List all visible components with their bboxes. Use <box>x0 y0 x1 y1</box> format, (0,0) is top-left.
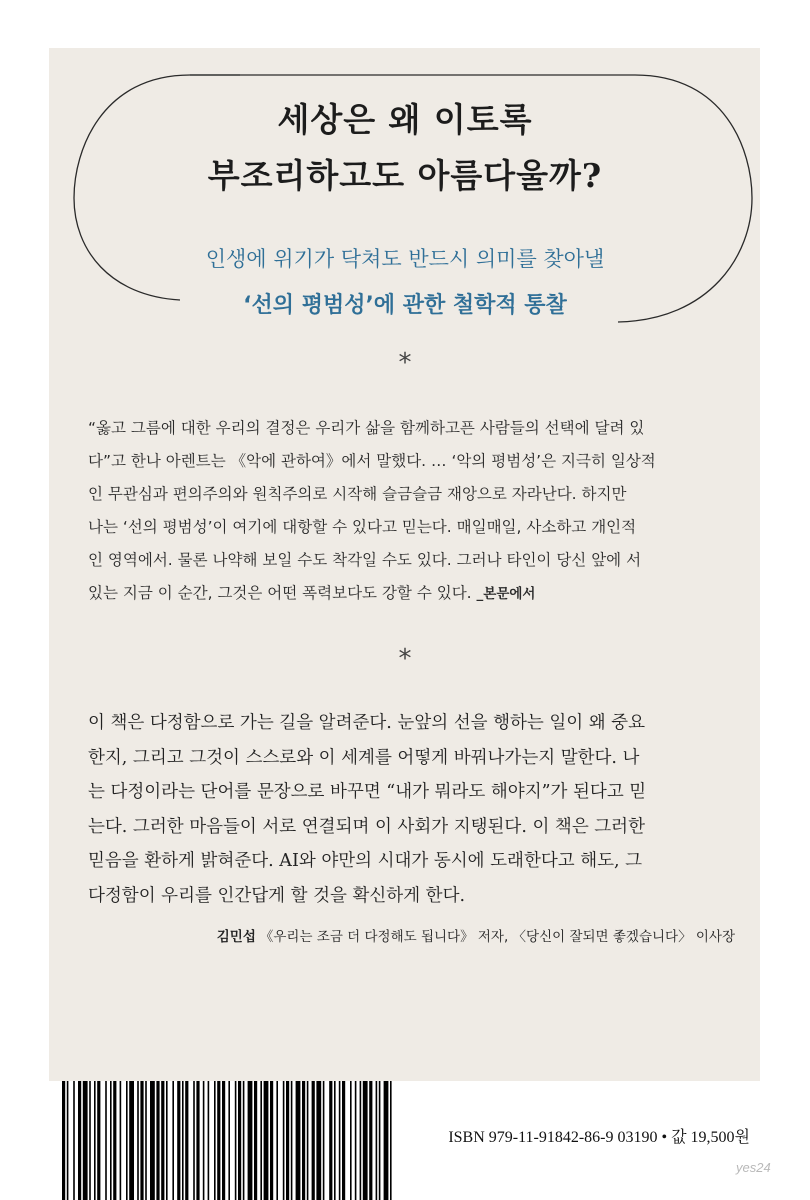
body-line: 한지, 그리고 그것이 스스로와 이 세계를 어떻게 바꿔나가는지 말한다. 나 <box>88 747 640 768</box>
barcode-bar <box>260 1081 262 1200</box>
barcode-bar <box>283 1081 285 1200</box>
barcode-bar <box>94 1081 96 1200</box>
barcode-bar <box>166 1081 168 1200</box>
quote-line-last <box>88 577 728 611</box>
barcode-bar <box>235 1081 237 1200</box>
barcode <box>62 1081 392 1200</box>
barcode-bar <box>62 1081 65 1200</box>
quote-line: 다”고 한나 아렌트는 《악에 관하여》에서 말했다. … ‘악의 평범성’은 지극히 일상적 <box>88 452 656 470</box>
barcode-bar <box>270 1081 273 1200</box>
isbn-price: ISBN 979-11-91842-86-9 03190 • 값 19,500원 <box>448 1129 750 1146</box>
asterisk-divider: * <box>398 644 412 674</box>
barcode-bar <box>185 1081 188 1200</box>
barcode-bar <box>363 1081 368 1200</box>
barcode-bar <box>350 1081 352 1200</box>
body-line: 이 책은 다정함으로 가는 길을 알려준다. 눈앞의 선을 행하는 일이 왜 중요 <box>88 713 645 733</box>
barcode-bar <box>193 1081 195 1200</box>
barcode-bar <box>145 1081 147 1200</box>
barcode-bar <box>97 1081 100 1200</box>
barcode-bar <box>369 1081 372 1200</box>
barcode-bar <box>140 1081 143 1200</box>
barcode-bar <box>126 1081 128 1200</box>
excerpt-quote <box>88 412 728 611</box>
barcode-bar <box>323 1081 325 1200</box>
barcode-bar <box>222 1081 225 1200</box>
barcode-bar <box>376 1081 378 1200</box>
barcode-bar <box>208 1081 210 1200</box>
barcode-bar <box>110 1081 112 1200</box>
barcode-bar <box>243 1081 245 1200</box>
barcode-bar <box>203 1081 205 1200</box>
body-line: 는 다정이라는 단어를 문장으로 바꾸면 “내가 뭐라도 해야지”가 된다고 믿 <box>88 782 647 802</box>
barcode-bar <box>379 1081 381 1200</box>
barcode-bar <box>156 1081 159 1200</box>
barcode-bar <box>390 1081 392 1200</box>
barcode-bar <box>89 1081 91 1200</box>
barcode-bar <box>137 1081 139 1200</box>
barcode-bar <box>177 1081 180 1200</box>
headline-line-2: 부조리하고도 아름다울까? <box>207 156 603 195</box>
barcode-bar <box>161 1081 164 1200</box>
subhead-line-1: 인생에 위기가 닥쳐도 반드시 의미를 찾아낼 <box>205 247 605 271</box>
quote-line: 인 영역에서. 물론 나약해 보일 수도 착각일 수도 있다. 그러나 타인이 당신 앞에 서 <box>88 551 642 569</box>
barcode-bar <box>217 1081 220 1200</box>
body-line: 다정함이 우리를 인간답게 할 것을 확신하게 한다. <box>88 885 466 906</box>
barcode-bar <box>73 1081 75 1200</box>
barcode-bar <box>329 1081 332 1200</box>
barcode-bar <box>334 1081 336 1200</box>
barcode-bar <box>214 1081 216 1200</box>
quote-line: 인 무관심과 편의주의와 원칙주의로 시작해 슬금슬금 재앙으로 자라난다. 하지만 <box>88 485 627 503</box>
endorsement-body <box>88 706 728 913</box>
barcode-bar <box>83 1081 88 1200</box>
barcode-bar <box>384 1081 389 1200</box>
barcode-bar <box>238 1081 241 1200</box>
body-line: 는다. 그러한 마음들이 서로 연결되며 이 사회가 지탱된다. 이 책은 그러한 <box>88 816 645 837</box>
barcode-bar <box>254 1081 257 1200</box>
barcode-bar <box>360 1081 362 1200</box>
barcode-bar <box>172 1081 174 1200</box>
watermark: yes24 <box>736 1160 771 1175</box>
barcode-bar <box>150 1081 155 1200</box>
barcode-bar <box>196 1081 199 1200</box>
barcode-bar <box>248 1081 253 1200</box>
asterisk-divider: * <box>398 348 412 378</box>
quote-line: “옳고 그름에 대한 우리의 결정은 우리가 삶을 함께하고픈 사람들의 선택에 달려 있 <box>88 419 645 437</box>
barcode-bar <box>264 1081 269 1200</box>
endorser-name: 김민섭 <box>216 929 256 945</box>
quote-source: _본문에서 <box>476 586 536 602</box>
endorser-credit <box>0 925 735 945</box>
barcode-bar <box>105 1081 107 1200</box>
barcode-bar <box>276 1081 278 1200</box>
barcode-bar <box>129 1081 134 1200</box>
barcode-bar <box>296 1081 301 1200</box>
barcode-bar <box>113 1081 116 1200</box>
barcode-bar <box>312 1081 315 1200</box>
quote-line-text: 있는 지금 이 순간, 그것은 어떤 폭력보다도 강할 수 있다. <box>88 584 472 602</box>
barcode-bar <box>182 1081 184 1200</box>
barcode-bar <box>120 1081 122 1200</box>
barcode-bar <box>286 1081 289 1200</box>
barcode-bar <box>316 1081 321 1200</box>
quote-line: 나는 ‘선의 평범성’이 여기에 대항할 수 있다고 믿는다. 매일매일, 사소하고 개인적 <box>88 518 637 536</box>
subhead-line-2: ‘선의 평범성’에 관한 철학적 통찰 <box>243 293 567 318</box>
barcode-bar <box>78 1081 81 1200</box>
barcode-bar <box>302 1081 305 1200</box>
barcode-bar <box>339 1081 341 1200</box>
barcode-bar <box>291 1081 293 1200</box>
barcode-bar <box>307 1081 309 1200</box>
body-line: 믿음을 환하게 밝혀준다. AI와 야만의 시대가 동시에 도래한다고 해도, 그 <box>88 851 643 871</box>
endorser-credits: 《우리는 조금 더 다정해도 됩니다》 저자, 〈당신이 잘되면 좋겠습니다〉 이사장 <box>259 929 735 945</box>
barcode-bar <box>355 1081 357 1200</box>
barcode-bar <box>228 1081 230 1200</box>
headline-line-1: 세상은 왜 이토록 <box>277 100 533 139</box>
barcode-bar <box>67 1081 69 1200</box>
barcode-bar <box>342 1081 345 1200</box>
